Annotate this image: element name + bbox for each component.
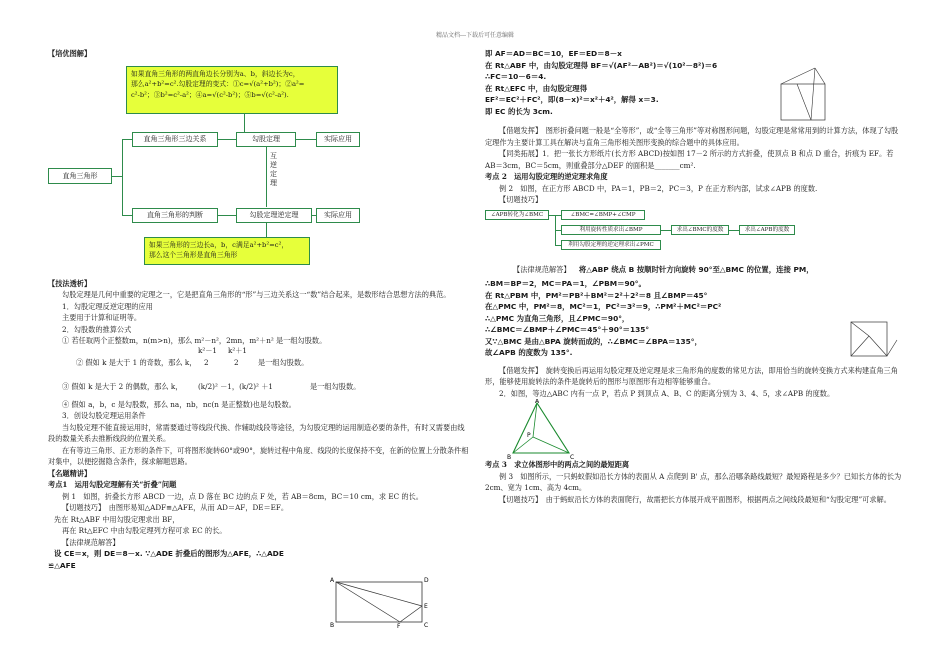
box-theorem: 勾股定理 — [236, 132, 296, 147]
solution-line: 将△ABP 绕点 B 按顺时针方向旋转 90°至△BMC 的位置，连接 PM， — [578, 264, 814, 274]
solution-flow-diagram — [485, 208, 905, 260]
solution-line: ≌△AFE — [48, 560, 76, 570]
triangle-label-p: P — [527, 432, 531, 439]
solution-line: 又∵△BMC 是由△BPA 旋转而成的，∴∠BMC＝∠BPA＝135°， — [485, 336, 702, 346]
section-title: 【技法透析】 — [48, 278, 92, 288]
triangle-label-c: C — [570, 454, 575, 459]
triangle-figure — [507, 399, 577, 459]
section-title: 【名题精讲】 — [48, 468, 92, 478]
solution-line: ∴FC＝10－6＝4. — [485, 72, 547, 81]
fig-label-d: D — [424, 577, 429, 584]
flow-step-1: ∠APB转化为∠BMC — [485, 210, 549, 220]
solution-line: EF²＝EC²＋FC²，即(8－x)²＝x²＋4²，解得 x＝3. — [485, 95, 659, 104]
fold-rectangle-figure — [330, 576, 430, 628]
flow-step-6: 利用勾股定理的逆定理求出∠PMC — [561, 240, 661, 250]
paragraph: 勾股定理是几何中重要的定理之一，它是把直角三角形的“形”与三边关系这一“数”结合起来，是数形结合思想方法的典范。 — [62, 290, 451, 299]
solution-line: 设 CE＝x，则 DE＝8－x. ∵△ADE 折叠后的图形为△AFE，∴△ADE — [54, 549, 284, 558]
example-3: 例 3 如图所示，一只蚂蚁假如沿长方体的表面从 A 点爬到 B' 点，那么沿哪条路线最短？最短路程是多少？已知长方体的长为 2cm、宽为 1cm、高为 4cm。 — [485, 471, 902, 492]
triangle-label-b: B — [507, 454, 512, 459]
tip-1: 【切题技巧】 由图形易知△ADF≌△AFE，从而 AD＝AF，DE＝EF。 — [62, 503, 289, 512]
triangle-label-a: A — [535, 399, 540, 405]
fig-label-c: C — [424, 622, 429, 628]
extension-note: 【借题发挥】 旋转变换后再运用勾股定理及逆定理是求三角形角的度数的常见方法，即用恰当的旋转变换方式来构建直角三角形，能够使用旋转法的条件是旋转后的图形与原图形有边相等能够重合。 — [485, 365, 898, 386]
flow-step-5: 求出∠APB的度数 — [739, 225, 795, 235]
solution-tag: 【法律规范解答】 — [513, 264, 571, 274]
flow-step-4: 求出∠BMC的度数 — [671, 225, 729, 235]
box-inverse-theorem: 勾股定理逆定理 — [236, 208, 312, 223]
list-item: 主要用于计算和证明等。 — [62, 313, 142, 322]
inverse-label: 互逆定理 — [270, 151, 277, 187]
section-title: 【培优图解】 — [48, 49, 92, 58]
solution-line: 在 Rt△PBM 中，PM²＝PB²＋BM²＝2²＋2²＝8 且∠BMP＝45° — [485, 290, 708, 300]
key-point-2: 考点 2 运用勾股定理的逆定理求角度 — [485, 172, 608, 181]
tip-3: 【切题技巧】 由于蚂蚁沿长方体的表面爬行，故需把长方体展开成平面图形，根据两点之间线段最短和“勾股定理”可求解。 — [499, 494, 891, 504]
page-header: 精品文档---下载后可任意编辑 — [435, 32, 515, 39]
converse-note: 如果三角形的三边长a，b，c满足a²+b²=c²， 那么这个三角形是直角三角形 — [144, 237, 310, 265]
example-2: 例 2 如图，在正方形 ABCD 中，PA＝1，PB＝2，PC＝3，P 在正方形内部，试求∠APB 的度数. — [499, 183, 818, 193]
solution-line: ∴BM＝BP＝2，MC＝PA＝1，∠PBM＝90°。 — [485, 279, 646, 288]
box-root: 直角三角形 — [48, 168, 112, 184]
extension-note: 【借题发挥】 图形折叠问题一般是“全等形”，或“全等三角形”等对称图形问题，勾股定理是常常用到的计算方法，体现了勾股定理作为主要计算工具在解决与直角三角形相关图形变换的综合题中的具体应用。 — [485, 126, 899, 147]
right-column — [485, 48, 905, 505]
box-relation: 直角三角形三边关系 — [132, 132, 218, 147]
formula-1: ① 若任取两个正整数m，n(m>n)，那么 m²－n²，2mn，m²＋n² 是一组勾股数。 — [62, 336, 327, 345]
flow-step-3: 利用旋转性质求出∠BMP — [561, 225, 661, 235]
key-point-3: 考点 3 求立体图形中的两点之间的最短距离 — [485, 460, 630, 469]
similar-problem: 2．如图，等边△ABC 内有一点 P，若点 P 到顶点 A、B、C 的距离分别为 3、4、5，求∠APB 的度数。 — [499, 388, 835, 398]
paragraph: 当勾股定理不能直接运用时，常需要通过等线段代换、作辅助线段等途径，为勾股定理的运用制造必要的条件，有时又需要由线段的数量关系去推断线段的位置关系。 — [48, 422, 465, 443]
solution-tag: 【法律规范解答】 — [62, 537, 120, 547]
box-judge: 直角三角形的判断 — [132, 208, 218, 223]
fig-label-b: B — [330, 622, 335, 628]
square-figure — [847, 318, 903, 358]
solution-line: 即 EC 的长为 3cm. — [485, 106, 553, 116]
formula-4: ④ 假如 a，b，c 是勾股数，那么 na，nb，nc(n 是正整数)也是勾股数。 — [62, 399, 296, 409]
fig-label-f: F — [397, 623, 401, 628]
box-application-1: 实际应用 — [316, 132, 360, 147]
flow-step-2: ∠BMC=∠BMP+∠CMP — [561, 210, 645, 220]
example-1: 例 1 如图，折叠长方形 ABCD 一边，点 D 落在 BC 边的点 F 处，若 AB＝8cm，BC＝10 cm，求 EC 的长。 — [62, 491, 423, 501]
concept-map — [48, 60, 470, 278]
fig-label-e: E — [424, 603, 428, 610]
solution-line: 即 AF＝AD＝BC＝10，EF＝ED＝8－x — [485, 49, 622, 58]
solution-line: ∴△PMC 为直角三角形，且∠PMC＝90°， — [485, 313, 630, 323]
tip-1b: 先在 Rt△ABF 中用勾股定理求出 BF， — [54, 514, 180, 524]
solution-line: 故∠APB 的度数为 135°. — [485, 348, 573, 357]
left-column — [48, 48, 470, 628]
list-item: 1．勾股定理反逆定理的应用 — [62, 301, 153, 311]
pythagorean-note: 如果直角三角形的两直角边长分别为a、b，斜边长为c， 那么a²+b²=c².勾股定理的变式：①c=√(a²+b²)；②a²= c²-b²；③b²=c²-a²；④a=√(c²-b²)；⑤b=√(c²-a²). — [126, 66, 338, 114]
paragraph: 在有等边三角形、正方形的条件下，可将图形旋转60°或90°，旋转过程中角度、线段的长度保持不变，在新的位置上分散条件相对集中，以便挖掘隐含条件，探求解题思路。 — [48, 445, 469, 466]
fold-figure-2 — [775, 66, 835, 124]
formula-2: k²－1 k²＋1 ② 假如 k 是大于 1 的奇数，那么 k， 2 2 是一组勾股数。 — [76, 345, 309, 367]
fig-label-a: A — [330, 577, 335, 584]
solution-line: 在 Rt△EFC 中，由勾股定理得 — [485, 83, 588, 93]
box-application-2: 实际应用 — [316, 208, 360, 223]
solution-line: 在△PMC 中，PM²＝8，MC²＝1，PC²＝3²＝9，∴PM²＋MC²＝PC² — [485, 302, 722, 311]
key-point-1: 考点1 运用勾股定理解有关“折叠”问题 — [48, 480, 177, 489]
tip-2: 【切题技巧】 — [499, 195, 543, 204]
similar-problem: 【同类拓展】1．把一张长方形纸片(长方形 ABCD)按如图 17－2 所示的方式折叠，使顶点 B 和点 D 重合，折痕为 EF。若 AB＝3cm，BC＝5cm，则重叠部分△DEF 的面积是_______cm². — [485, 149, 894, 170]
formula-3: ③ 假如 k 是大于 2 的偶数，那么 k， (k/2)² －1，(k/2)² ＋1 是一组勾股数。 — [62, 381, 361, 391]
tip-1c: 再在 Rt△EFC 中由勾股定理列方程可求 EC 的长。 — [62, 526, 227, 535]
list-item: 3．创设勾股定理运用条件 — [62, 411, 146, 420]
solution-line: ∴∠BMC＝∠BMP＋∠PMC＝45°＋90°＝135° — [485, 325, 650, 334]
solution-line: 在 Rt△ABF 中，由勾股定理得 BF＝√(AF²－AB²)＝√(10²－8²)＝6 — [485, 60, 718, 70]
list-item: 2．勾股数的推算公式 — [62, 324, 132, 334]
